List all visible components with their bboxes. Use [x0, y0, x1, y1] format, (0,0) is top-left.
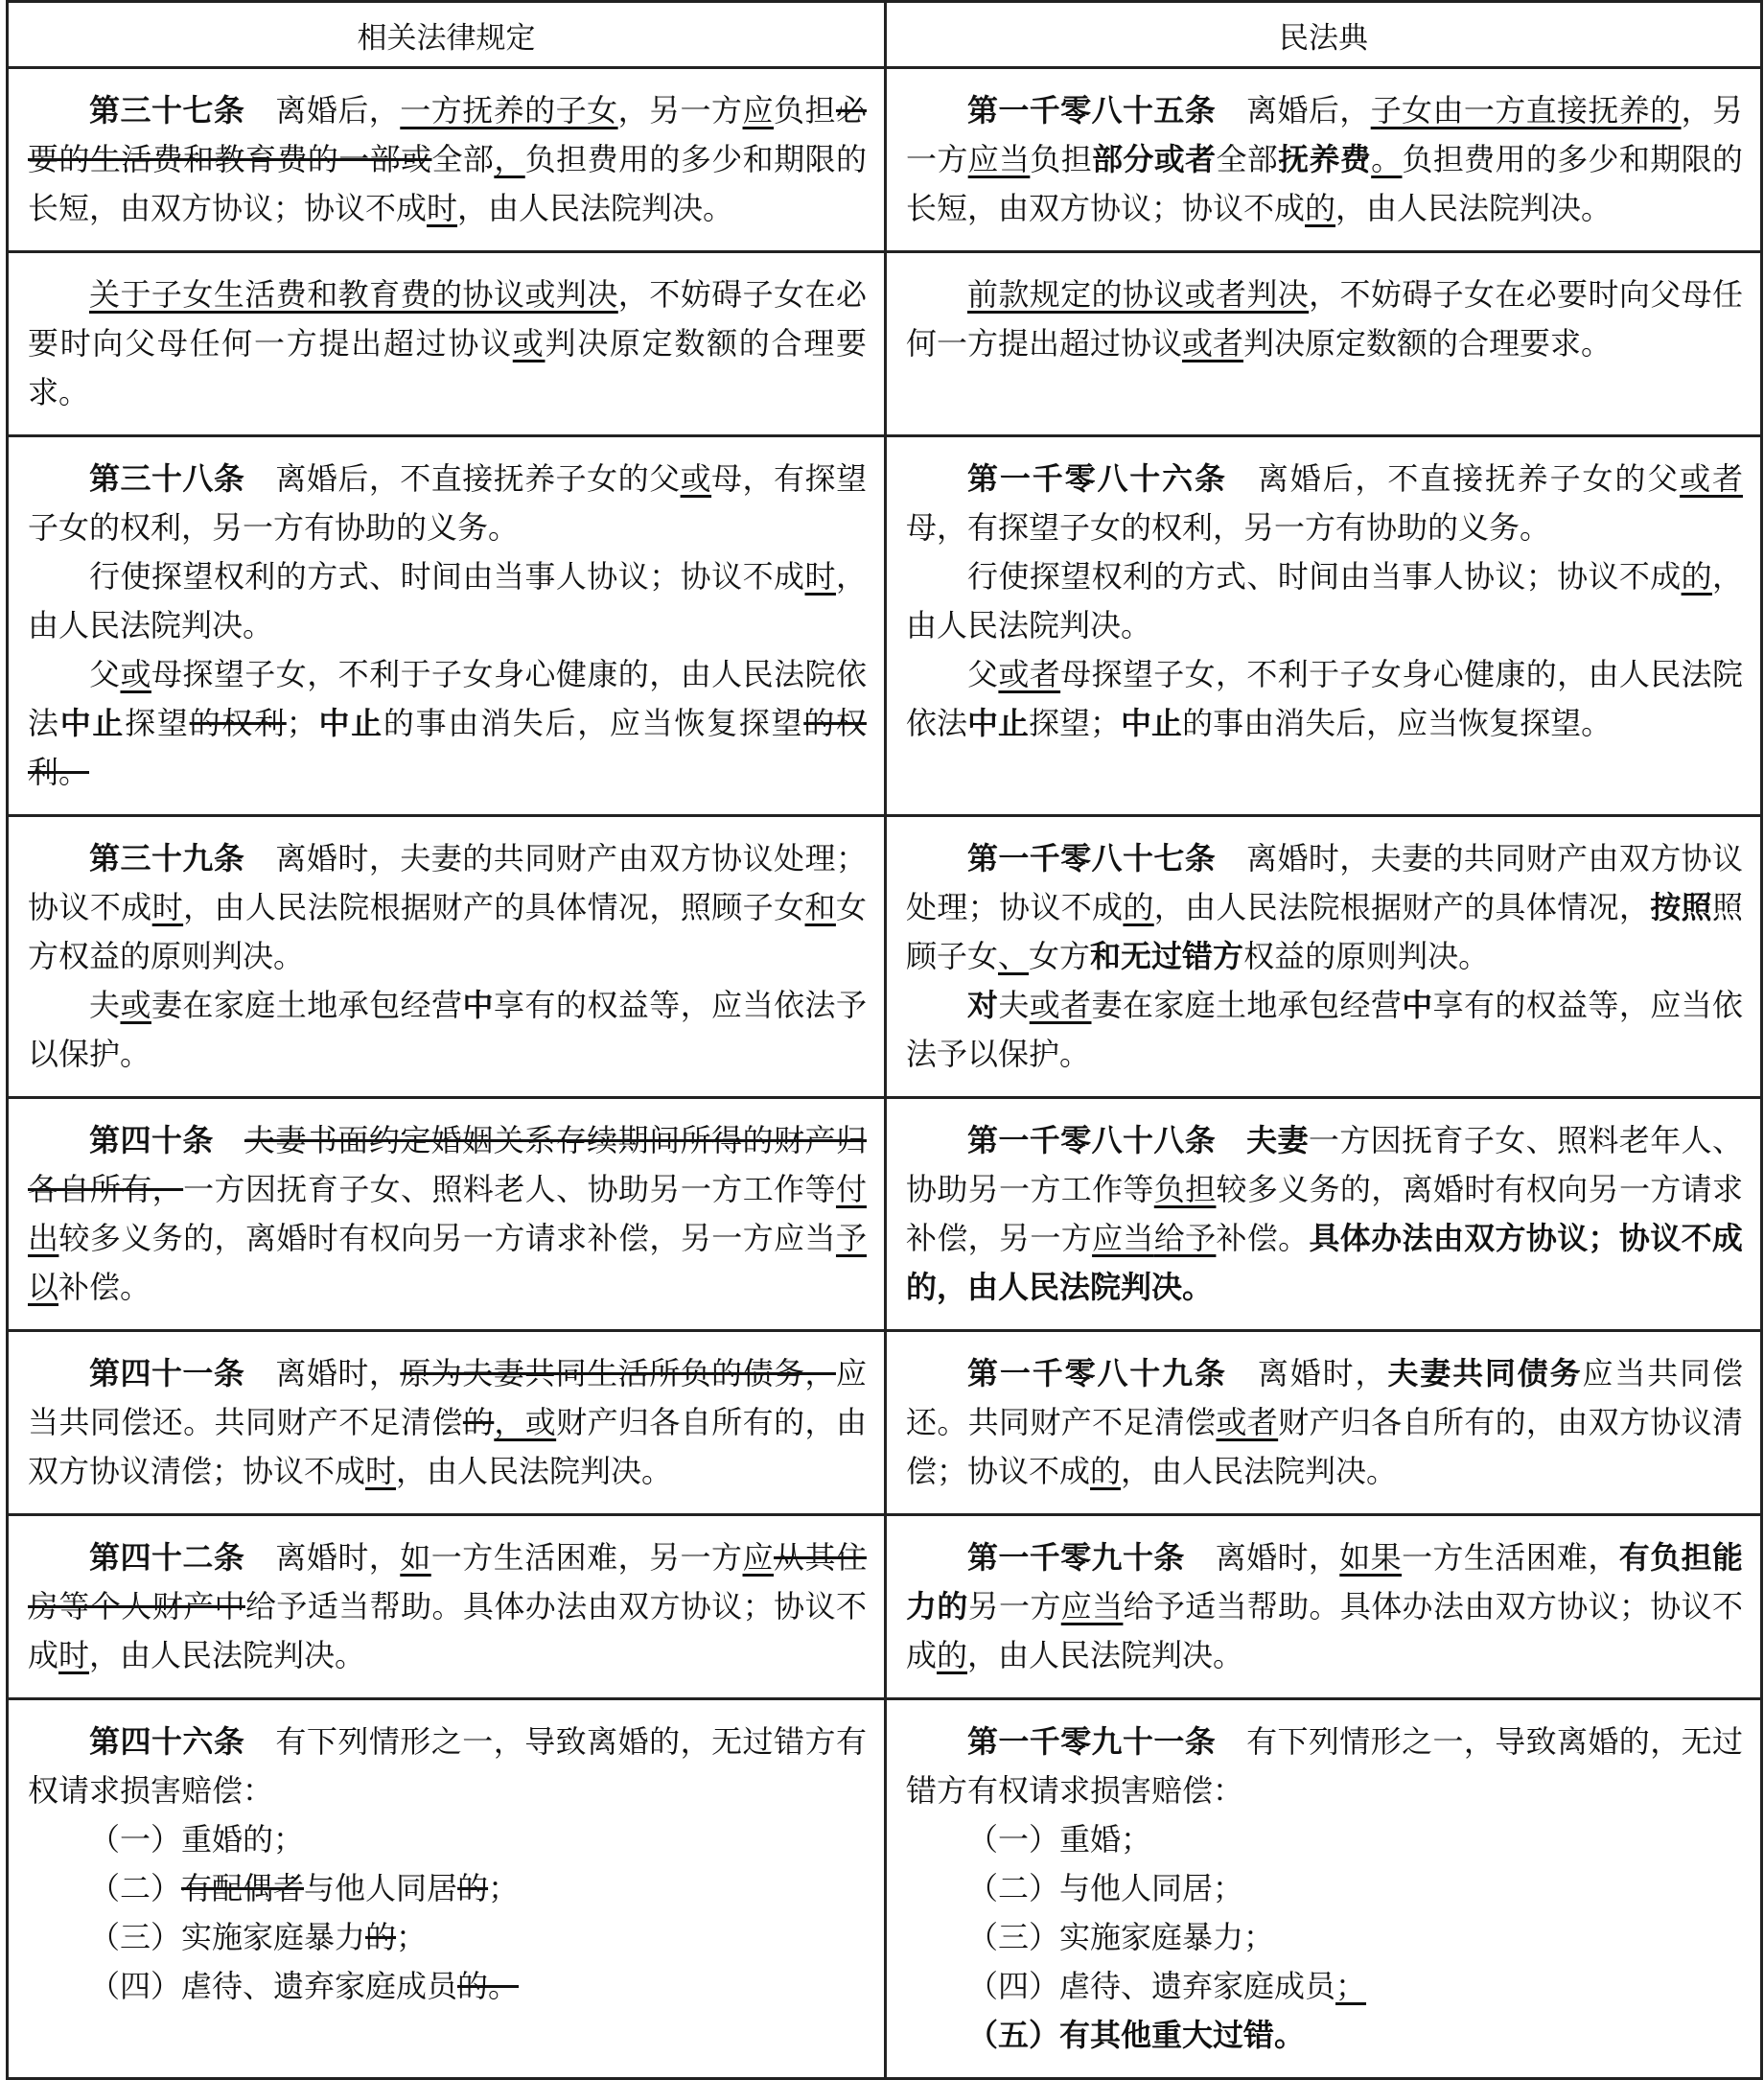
article-paragraph [28, 1718, 867, 1815]
article-paragraph [906, 1864, 1743, 1913]
text-segment: 财产归各自所有的，由双方协议清偿；协议不成 [28, 1404, 867, 1489]
article-paragraph [28, 270, 867, 417]
modified-text: 和 [804, 889, 836, 925]
text-segment: 有下列情形之一，导致离婚的，无过错方有权请求损害赔偿： [28, 1723, 867, 1809]
text-segment: ，由人民法院根据财产的具体情况，照顾子女 [183, 889, 805, 925]
text-segment: 离婚后，不直接抚养子女的父 [275, 460, 681, 497]
article-paragraph [906, 1533, 1743, 1680]
text-segment: 探望 [125, 705, 190, 741]
text-segment: 财产归各自所有的，由双方协议清偿；协议不成 [906, 1404, 1743, 1489]
text-segment: 权益的原则判决。 [1243, 938, 1490, 974]
deleted-text: 夫妻书面约定婚姻关系存续期间所得的财产归各自所有， [28, 1122, 867, 1207]
text-segment: ，由人民法院判决。 [1335, 190, 1613, 226]
article-number: 第一千零九十一条 [967, 1723, 1217, 1760]
modified-text: 时 [151, 889, 184, 925]
table-row [8, 1699, 1762, 2079]
article-paragraph [28, 455, 867, 552]
modified-text: 的 [1305, 190, 1336, 226]
text-segment: 女方 [1029, 938, 1091, 974]
text-segment: 父 [89, 656, 121, 692]
article-paragraph [28, 552, 867, 650]
modified-text: 或 [680, 460, 712, 497]
added-text: 中止 [967, 705, 1030, 741]
article-paragraph [906, 1913, 1743, 1962]
table-row [8, 1098, 1762, 1331]
text-segment: ，另一方 [906, 92, 1743, 177]
text-segment: 离婚时， [275, 1539, 401, 1576]
added-text: 对 [967, 987, 999, 1023]
text-segment: 照顾子女 [906, 889, 1743, 974]
text-segment: 较多义务的，离婚时有权向另一方请求补偿，另一方应当 [58, 1220, 836, 1256]
text-segment: ； [286, 705, 317, 741]
modified-text: 时 [427, 190, 458, 226]
text-segment: 妻在家庭土地承包经营 [1091, 987, 1403, 1023]
added-text: （五）有其他重大过错。 [967, 2017, 1306, 2053]
modified-text: 的 [937, 1637, 968, 1673]
text-segment: 与他人同居 [304, 1870, 458, 1906]
text-segment: （二）与他人同居； [967, 1870, 1244, 1906]
related-law-cell [8, 68, 886, 252]
text-segment: 全部 [1216, 141, 1279, 177]
text-segment: 补偿。 [58, 1269, 151, 1305]
article-paragraph [28, 86, 867, 233]
text-segment: 离婚后， [1246, 92, 1371, 129]
article-paragraph [906, 455, 1743, 552]
modified-text: 给予 [1153, 1220, 1217, 1256]
deleted-text: 从其住房等个人财产中 [28, 1539, 867, 1624]
related-law-cell [8, 436, 886, 816]
added-text: 按照 [1650, 889, 1712, 925]
modified-text: 付出 [28, 1171, 867, 1256]
text-segment: 母探望子女，不利于子女身心健康的，由人民法院依法 [906, 656, 1743, 741]
article-paragraph [28, 1913, 867, 1962]
article-paragraph [28, 981, 867, 1079]
article-number: 第三十九条 [89, 840, 245, 876]
civil-code-cell [886, 1331, 1762, 1515]
text-segment: 一方因抚育子女、照料老人、协助另一方工作等 [183, 1171, 836, 1207]
article-number: 第一千零八十七条 [967, 840, 1217, 876]
article-paragraph [906, 86, 1743, 233]
deleted-text: 的权利 [189, 705, 287, 741]
modified-text: 负担 [1153, 1171, 1217, 1207]
table-row [8, 1331, 1762, 1515]
text-segment: 补偿。 [1216, 1220, 1310, 1256]
modified-text: 或 [120, 656, 151, 692]
deleted-text: 有配偶者 [181, 1870, 305, 1906]
text-segment: 一方生活困难，另一方 [430, 1539, 743, 1576]
text-segment: ，由人民法院根据财产的具体情况， [1153, 889, 1651, 925]
text-segment: 母，有探望子女的权利，另一方有协助的义务。 [906, 509, 1551, 546]
related-law-cell [8, 1331, 886, 1515]
added-text: 和无过错方 [1090, 938, 1244, 974]
added-text: 具体办法由双方协议；协议不成的，由人民法院判决。 [906, 1220, 1743, 1305]
modified-text: ； [1335, 1968, 1367, 2004]
article-paragraph [906, 834, 1743, 981]
text-segment: 负担 [774, 92, 836, 129]
related-law-cell [8, 1515, 886, 1699]
text-segment: 母探望子女，不利于子女身心健康的，由人民法院依法 [28, 656, 867, 741]
article-number: 第一千零八十五条 [967, 92, 1217, 129]
modified-text: 或 [512, 325, 545, 362]
text-segment: 应当共同偿还。共同财产不足清偿 [28, 1355, 867, 1440]
text-segment: 另一方 [967, 1588, 1061, 1624]
modified-text: ，或 [494, 1404, 557, 1440]
text-segment: ，由人民法院判决。 [28, 558, 867, 643]
modified-text: 应当 [967, 141, 1031, 177]
modified-text: 或者 [1216, 1404, 1279, 1440]
modified-text: 应当 [1092, 1220, 1154, 1256]
text-segment: （二） [89, 1870, 182, 1906]
added-text: 中止 [1121, 705, 1183, 741]
related-law-cell [8, 252, 886, 436]
modified-text: 子女由一方直接抚养的 [1370, 92, 1682, 129]
civil-code-cell [886, 1515, 1762, 1699]
added-text: 抚养费 [1278, 141, 1372, 177]
modified-text: 、 [998, 938, 1030, 974]
article-paragraph [28, 1962, 867, 2011]
text-segment: ，由人民法院判决。 [89, 1637, 366, 1673]
added-text: 中 [1402, 987, 1433, 1023]
text-segment: ，由人民法院判决。 [1121, 1453, 1398, 1489]
text-segment: ； [488, 1870, 520, 1906]
deleted-text: 的 [365, 1919, 397, 1955]
text-segment: 行使探望权利的方式、时间由当事人协议；协议不成 [89, 558, 805, 595]
text-segment: （四）虐待、遗弃家庭成员 [967, 1968, 1336, 2004]
related-law-cell [8, 816, 886, 1098]
text-segment: 离婚时， [1257, 1355, 1388, 1391]
modified-text: 的 [1681, 558, 1712, 595]
text-segment: 离婚时， [1215, 1539, 1340, 1576]
text-segment: 离婚后，不直接抚养子女的父 [1257, 460, 1681, 497]
text-segment: 应当共同偿还。共同财产不足清偿 [906, 1355, 1743, 1440]
text-segment: 较多义务的，离婚时有权向另一方请求补偿，另一方 [906, 1171, 1743, 1256]
added-text: 有负担能力的 [906, 1539, 1743, 1624]
modified-text: 时 [365, 1453, 397, 1489]
modified-text: 时 [58, 1637, 90, 1673]
article-number: 第一千零九十条 [967, 1539, 1185, 1576]
modified-text: 予以 [28, 1220, 867, 1305]
civil-code-cell [886, 1699, 1762, 2079]
text-segment: 有下列情形之一，导致离婚的，无过错方有权请求损害赔偿： [906, 1723, 1743, 1809]
header-civil-code: 民法典 [886, 2, 1762, 68]
text-segment: 负担费用的多少和期限的长短，由双方协议；协议不成 [906, 141, 1743, 226]
article-paragraph [906, 1718, 1743, 1815]
header-related-law: 相关法律规定 [8, 2, 886, 68]
modified-text: 或者 [1182, 325, 1244, 362]
modified-text: 应 [742, 92, 774, 129]
deleted-text: 的 [462, 1404, 495, 1440]
modified-text: 的 [1123, 889, 1154, 925]
modified-text: ， [494, 141, 525, 177]
text-segment: 妻在家庭土地承包经营 [151, 987, 463, 1023]
text-segment: 行使探望权利的方式、时间由当事人协议；协议不成 [967, 558, 1682, 595]
article-paragraph [906, 2011, 1743, 2060]
text-segment: 负担 [1030, 141, 1093, 177]
text-segment: 判决原定数额的合理要求。 [28, 325, 867, 410]
text-segment: （三）实施家庭暴力 [89, 1919, 366, 1955]
table-row [8, 436, 1762, 816]
related-law-cell [8, 1699, 886, 2079]
deleted-text: 必要的生活费和教育费的一部或 [28, 92, 867, 177]
deleted-text: 的权利。 [28, 705, 867, 790]
modified-text: 关于子女生活费和教育费的协议或判决 [89, 276, 618, 313]
comparison-table [6, 0, 1763, 2080]
text-segment: 一方因抚育子女、照料老年人、协助另一方工作等 [906, 1122, 1743, 1207]
added-text: 部分或者 [1092, 141, 1217, 177]
text-segment: （一）重婚； [967, 1821, 1152, 1858]
article-paragraph [906, 1116, 1743, 1312]
added-text: 中止 [316, 705, 383, 741]
modified-text: 或者 [998, 656, 1061, 692]
text-segment: 的事由消失后，应当恢复探望 [383, 705, 804, 741]
article-number: 第四十一条 [89, 1355, 245, 1391]
modified-text: 时 [804, 558, 836, 595]
article-paragraph [28, 1533, 867, 1680]
text-segment: ，不妨碍子女在必要时向父母任何一方提出超过协议 [28, 276, 867, 362]
article-number: 第三十七条 [89, 92, 245, 129]
text-segment: ，由人民法院判决。 [396, 1453, 673, 1489]
table-row [8, 816, 1762, 1098]
article-paragraph [906, 552, 1743, 650]
text-segment: 离婚时， [275, 1355, 401, 1391]
article-paragraph [28, 1864, 867, 1913]
article-paragraph [28, 834, 867, 981]
text-segment: 离婚后， [275, 92, 401, 129]
article-paragraph [906, 1815, 1743, 1864]
modified-text: 如果 [1339, 1539, 1403, 1576]
article-paragraph [28, 650, 867, 797]
article-paragraph [906, 981, 1743, 1079]
civil-code-cell [886, 68, 1762, 252]
text-segment: ，由人民法院判决。 [906, 558, 1743, 643]
text-segment: 女方权益的原则判决。 [28, 889, 867, 974]
modified-text: 一方抚养的子女 [400, 92, 618, 129]
modified-text: 。 [1371, 141, 1403, 177]
article-number: 第四十六条 [89, 1723, 245, 1760]
text-segment: 的事由消失后，应当恢复探望。 [1182, 705, 1613, 741]
added-text: 夫妻 [1246, 1122, 1309, 1158]
modified-text: 前款规定的协议或者判决 [967, 276, 1310, 313]
deleted-text: 的。 [457, 1968, 520, 2004]
article-paragraph [28, 1349, 867, 1496]
text-segment: ； [396, 1919, 428, 1955]
text-segment: （四）虐待、遗弃家庭成员 [89, 1968, 458, 2004]
added-text: 夫妻共同债务 [1387, 1355, 1583, 1391]
civil-code-cell [886, 252, 1762, 436]
text-segment: 离婚时，夫妻的共同财产由双方协议处理；协议不成 [28, 840, 867, 925]
article-paragraph [28, 1116, 867, 1312]
deleted-text: 的 [457, 1870, 489, 1906]
text-segment: 探望； [1029, 705, 1122, 741]
article-number: 第一千零八十九条 [967, 1355, 1227, 1391]
civil-code-cell [886, 816, 1762, 1098]
article-paragraph [906, 1962, 1743, 2011]
text-segment: （三）实施家庭暴力； [967, 1919, 1275, 1955]
text-segment: 一方生活困难， [1402, 1539, 1619, 1576]
modified-text: 或者 [1029, 987, 1092, 1023]
modified-text: 应 [742, 1539, 774, 1576]
table-row [8, 252, 1762, 436]
article-paragraph [906, 650, 1743, 748]
civil-code-cell [886, 1098, 1762, 1331]
added-text: 中止 [59, 705, 126, 741]
modified-text: 或者 [1680, 460, 1743, 497]
table-row [8, 68, 1762, 252]
modified-text: 的 [1090, 1453, 1122, 1489]
modified-text: 或 [120, 987, 151, 1023]
text-segment: ，不妨碍子女在必要时向父母任何一方提出超过协议 [906, 276, 1743, 362]
deleted-text: 原为夫妻共同生活所负的债务， [400, 1355, 836, 1391]
text-segment: 判决原定数额的合理要求。 [1243, 325, 1613, 362]
text-segment: 给予适当帮助。具体办法由双方协议；协议不成 [28, 1588, 867, 1673]
text-segment: （一）重婚的； [89, 1821, 305, 1858]
text-segment: ，由人民法院判决。 [967, 1637, 1244, 1673]
text-segment: 给予适当帮助。具体办法由双方协议；协议不成 [906, 1588, 1743, 1673]
modified-text: 如 [400, 1539, 431, 1576]
text-segment: 负担费用的多少和期限的长短，由双方协议；协议不成 [28, 141, 867, 226]
article-paragraph [906, 270, 1743, 368]
article-paragraph [906, 1349, 1743, 1496]
table-row [8, 1515, 1762, 1699]
text-segment: 夫 [998, 987, 1030, 1023]
text-segment: 离婚时，夫妻的共同财产由双方协议处理；协议不成 [906, 840, 1743, 925]
text-segment: 享有的权益等，应当依法予以保护。 [28, 987, 867, 1072]
text-segment: 享有的权益等，应当依法予以保护。 [906, 987, 1743, 1072]
article-number: 第三十八条 [89, 460, 245, 497]
modified-text: 应当 [1060, 1588, 1124, 1624]
article-number: 第一千零八十八条 [967, 1122, 1217, 1158]
civil-code-cell [886, 436, 1762, 816]
text-segment: ，由人民法院判决。 [457, 190, 734, 226]
text-segment: 全部 [431, 141, 495, 177]
text-segment: ，另一方 [617, 92, 743, 129]
text-segment: 父 [967, 656, 999, 692]
table-header-row [8, 2, 1762, 68]
article-number: 第一千零八十六条 [967, 460, 1227, 497]
text-segment: 母，有探望子女的权利，另一方有协助的义务。 [28, 460, 867, 546]
article-paragraph [28, 1815, 867, 1864]
article-number: 第四十条 [89, 1122, 214, 1158]
article-number: 第四十二条 [89, 1539, 245, 1576]
related-law-cell [8, 1098, 886, 1331]
text-segment: 夫 [89, 987, 121, 1023]
added-text: 中 [462, 987, 494, 1023]
